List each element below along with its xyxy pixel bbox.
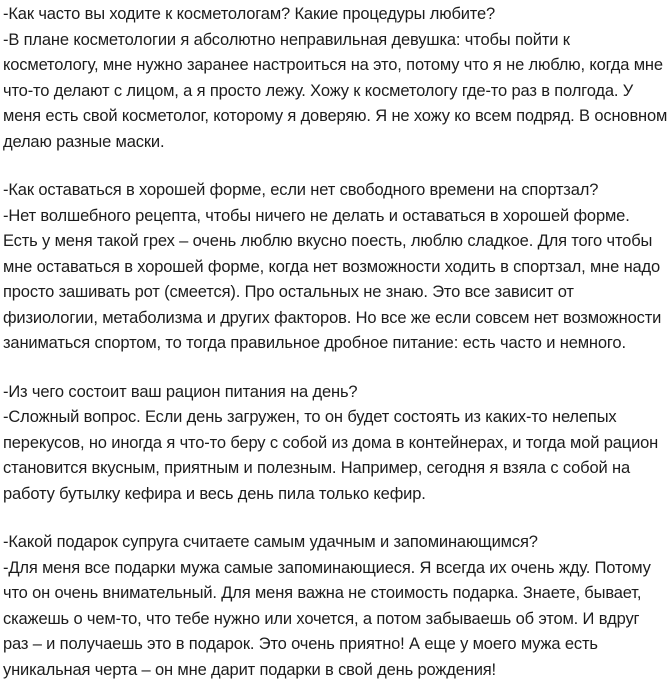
qa-block: [3, 380, 668, 508]
qa-block: [3, 2, 668, 155]
qa-block: [3, 178, 668, 357]
answer-text: -В плане косметологии я абсолютно неправильная девушка: чтобы пойти к косметологу, мне нужно заранее настроиться на это, потому что я не люблю, когда мне что-то делают с лицом, а я просто лежу. Хожу к косметологу где-то раз в полгода. У меня есть свой косметолог, которому я доверяю. Я не хожу ко всем подряд. В основном делаю разные маски.: [3, 30, 668, 151]
question-text: -Из чего состоит ваш рацион питания на день?: [3, 382, 358, 401]
question-text: -Какой подарок супруга считаете самым удачным и запоминающимся?: [3, 533, 538, 551]
qa-block: [3, 530, 668, 683]
answer-text: -Сложный вопрос. Если день загружен, то он будет состоять из каких-то нелепых перекусов, но иногда я что-то беру с собой из дома в контейнерах, и тогда мой рацион становится вкусным, приятным и полезным. Например, сегодня я взяла с собой на работу бутылку кефира и весь день пила только кефир.: [3, 408, 659, 503]
answer-text: -Нет волшебного рецепта, чтобы ничего не делать и оставаться в хорошей форме. Есть у меня такой грех – очень люблю вкусно поесть, люблю сладкое. Для того чтобы мне оставаться в хорошей форме, когда нет возможности ходить в спортзал, мне надо просто зашивать рот (смеется). Про остальных не знаю. Это все зависит от физиологии, метаболизма и других факторов. Но все же если совсем нет возможности заниматься спортом, то тогда правильное дробное питание: есть часто и немного.: [3, 206, 662, 352]
question-text: -Как оставаться в хорошей форме, если нет свободного времени на спортзал?: [3, 181, 599, 199]
answer-text: -Для меня все подарки мужа самые запоминающиеся. Я всегда их очень жду. Потому что он очень внимательный. Для меня важна не стоимость подарка. Знаете, бывает, скажешь о чем-то, что тебе нужно или хочется, а потом забываешь об этом. И вдруг раз – и получаешь это в подарок. Это очень приятно! А еще у моего мужа есть уникальная черта – он мне дарит подарки в свой день рождения!: [3, 558, 651, 679]
question-text: -Как часто вы ходите к косметологам? Какие процедуры любите?: [3, 5, 496, 23]
